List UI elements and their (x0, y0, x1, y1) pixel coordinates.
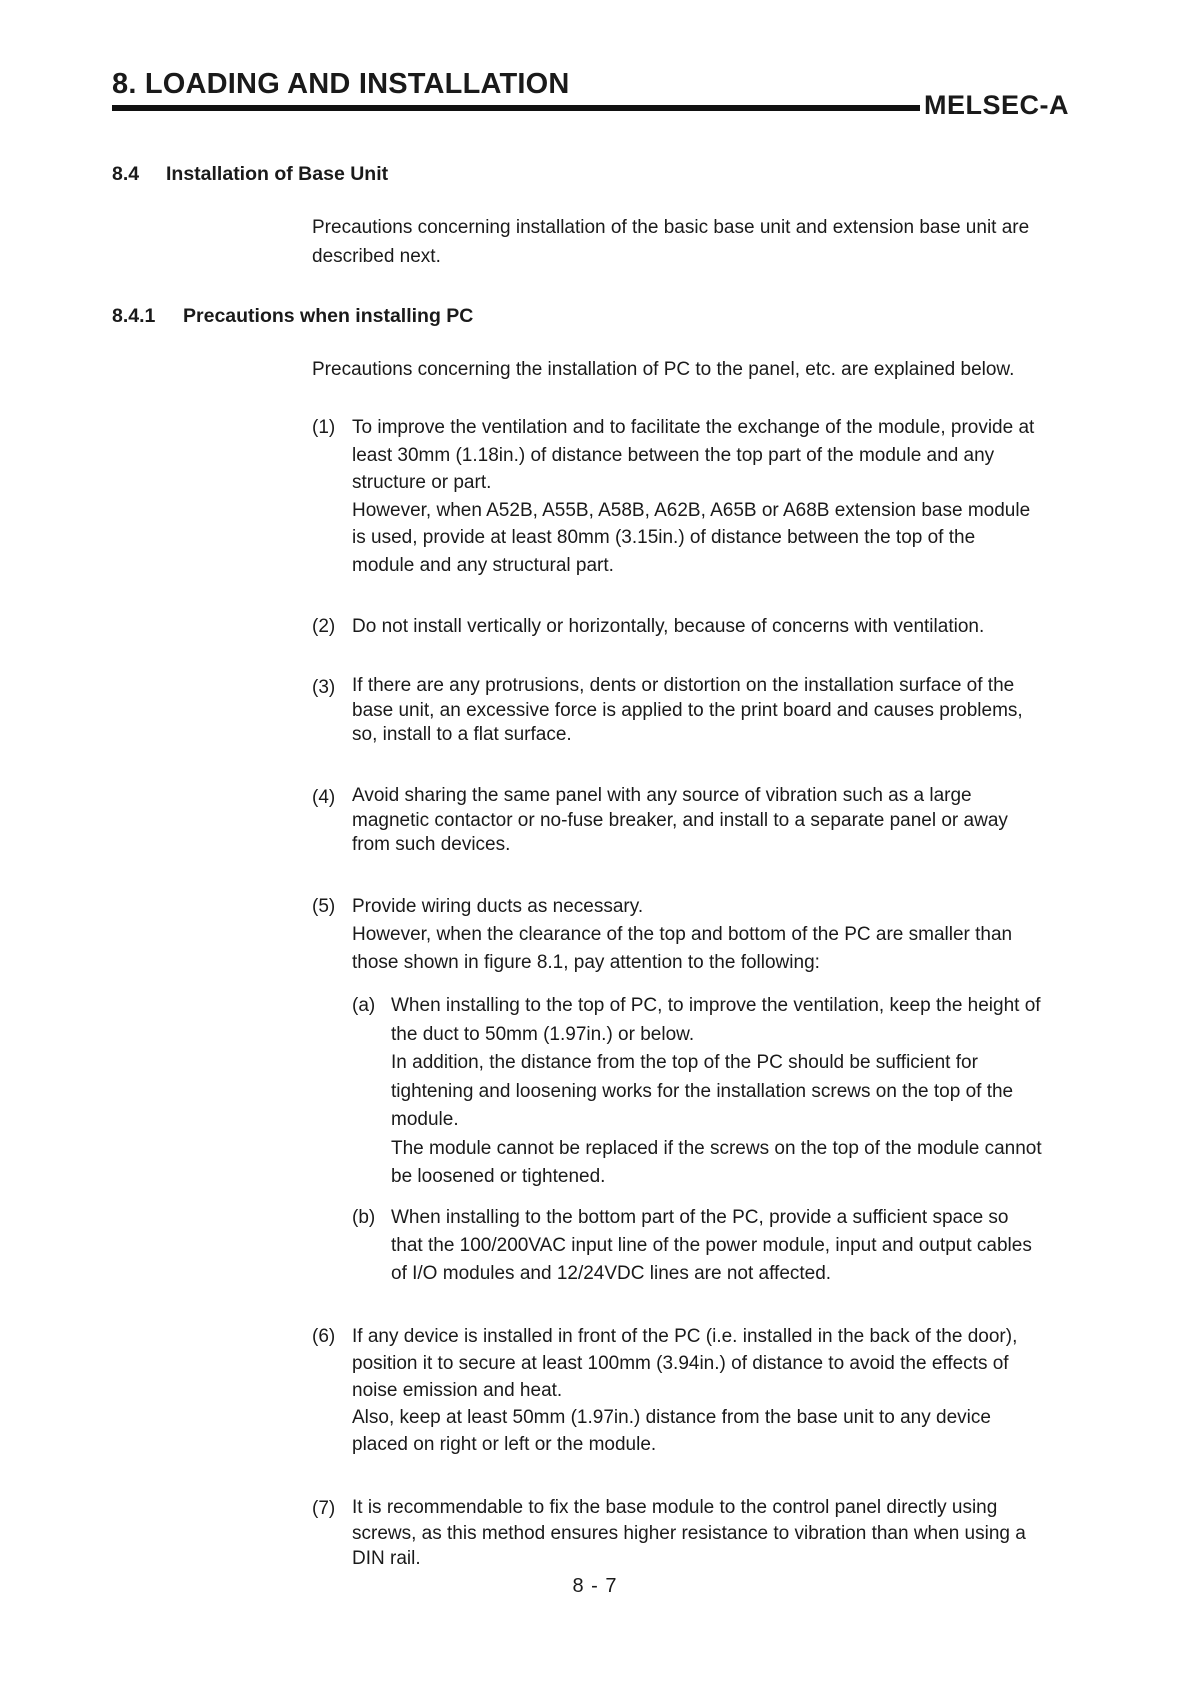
text-line: position it to secure at least 100mm (3.94in.) of distance to avoid the effects of (352, 1353, 1009, 1374)
text-line: When installing to the bottom part of the PC, provide a sufficient space so (391, 1207, 1009, 1228)
text-line: the duct to 50mm (1.97in.) or below. (391, 1023, 695, 1045)
item-1-marker: (1) (312, 417, 336, 438)
section-84-number: 8.4 (112, 163, 140, 185)
text-line: base unit, an excessive force is applied to the print board and causes problems, (352, 699, 1023, 721)
item-6-marker: (6) (312, 1326, 336, 1347)
text-line: However, when the clearance of the top and bottom of the PC are smaller than (352, 924, 1013, 945)
text-line: Provide wiring ducts as necessary. (352, 896, 644, 917)
section-841-title: Precautions when installing PC (183, 305, 474, 327)
brand-label: MELSEC-A (924, 90, 1069, 120)
text-line: so, install to a flat surface. (352, 724, 572, 745)
item-4-marker: (4) (312, 787, 336, 808)
item-5a-text (391, 992, 1042, 1192)
section-84-intro (312, 214, 1029, 271)
text-line: module. (391, 1109, 459, 1130)
chapter-title: 8. LOADING AND INSTALLATION (112, 68, 570, 100)
text-line: Do not install vertically or horizontally, because of concerns with ventilation. (352, 616, 985, 637)
text-line: The module cannot be replaced if the screws on the top of the module cannot (391, 1137, 1042, 1159)
text-line: If there are any protrusions, dents or distortion on the installation surface of the (352, 675, 1015, 696)
text-line: of I/O modules and 12/24VDC lines are not affected. (391, 1263, 832, 1284)
text-line: Avoid sharing the same panel with any source of vibration such as a large (352, 785, 972, 806)
text-line: from such devices. (352, 834, 511, 855)
text-line: In addition, the distance from the top of the PC should be sufficient for (391, 1052, 978, 1073)
text-line: When installing to the top of PC, to improve the ventilation, keep the height of (391, 995, 1041, 1016)
item-7-marker: (7) (312, 1498, 336, 1519)
item-2-marker: (2) (312, 616, 336, 637)
item-5-marker: (5) (312, 896, 336, 917)
item-7-text (352, 1495, 1026, 1572)
text-line: be loosened or tightened. (391, 1166, 606, 1187)
item-5b-marker: (b) (352, 1207, 376, 1228)
section-841-intro: Precautions concerning the installation of PC to the panel, etc. are explained below. (312, 359, 1015, 380)
section-841-number: 8.4.1 (112, 305, 156, 327)
item-1-text (352, 414, 1034, 579)
item-6-text (352, 1323, 1017, 1458)
text-line: magnetic contactor or no-fuse breaker, and install to a separate panel or away (352, 809, 1008, 831)
header-rule (112, 105, 920, 111)
text-line: If any device is installed in front of the PC (i.e. installed in the back of the door), (352, 1326, 1018, 1347)
text-line: tightening and loosening works for the installation screws on the top of the (391, 1080, 1014, 1102)
text-line: placed on right or left or the module. (352, 1434, 657, 1455)
item-5-text (352, 893, 1012, 977)
text-line: noise emission and heat. (352, 1380, 563, 1401)
text-line: However, when A52B, A55B, A58B, A62B, A65B or A68B extension base module (352, 499, 1031, 521)
page-number: 8 - 7 (572, 1575, 618, 1597)
item-3-marker: (3) (312, 677, 336, 698)
text-line: is used, provide at least 80mm (3.15in.) of distance between the top of the (352, 527, 976, 548)
text-line: module and any structural part. (352, 554, 614, 576)
text-line: that the 100/200VAC input line of the power module, input and output cables (391, 1235, 1032, 1256)
item-5b-text (391, 1204, 1032, 1288)
text-line: Also, keep at least 50mm (1.97in.) distance from the base unit to any device (352, 1407, 991, 1428)
item-5a-marker: (a) (352, 995, 376, 1016)
item-3-text (352, 674, 1023, 748)
text-line: To improve the ventilation and to facilitate the exchange of the module, provide at (352, 417, 1035, 438)
text-line: least 30mm (1.18in.) of distance between the top part of the module and any (352, 444, 995, 466)
item-2-text (352, 613, 984, 642)
text-line: It is recommendable to fix the base module to the control panel directly using (352, 1497, 998, 1518)
section-84-title: Installation of Base Unit (166, 163, 389, 185)
text-line: screws, as this method ensures higher resistance to vibration than when using a (352, 1522, 1026, 1544)
text-line: DIN rail. (352, 1548, 421, 1569)
text-line: described next. (312, 245, 441, 267)
text-line: those shown in figure 8.1, pay attention to the following: (352, 952, 820, 973)
text-line: Precautions concerning installation of the basic base unit and extension base unit are (312, 217, 1030, 238)
text-line: structure or part. (352, 472, 492, 493)
item-4-text (352, 784, 1008, 858)
